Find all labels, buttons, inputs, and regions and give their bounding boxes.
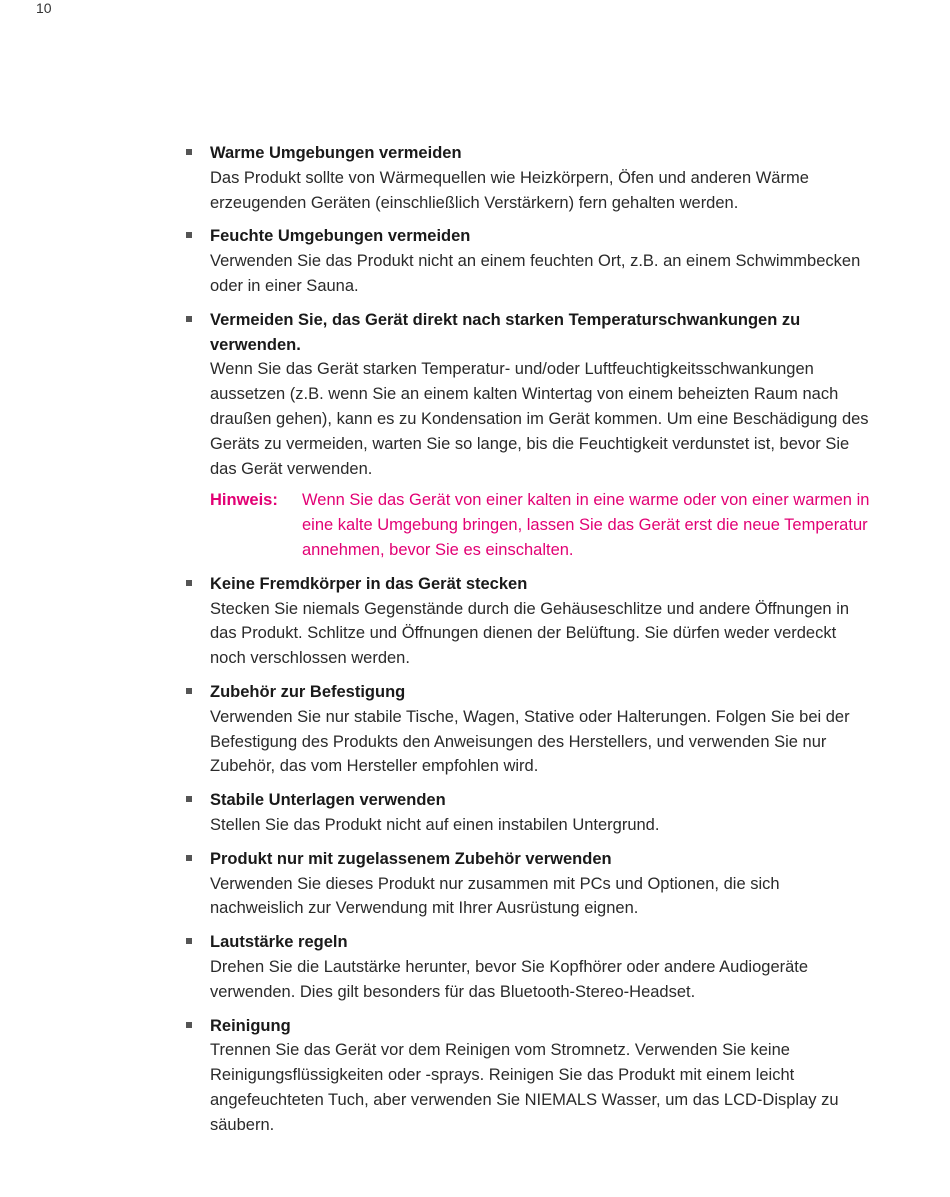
item-title: Stabile Unterlagen verwenden: [210, 791, 446, 810]
item-text: Drehen Sie die Lautstärke herunter, bevor Sie Kopfhörer oder andere Audiogeräte verwenden. Dies gilt besonders für das Bluetooth-Stereo-Headset.: [210, 957, 809, 1001]
list-item: [186, 308, 876, 563]
item-text: Trennen Sie das Gerät vor dem Reinigen vom Stromnetz. Verwenden Sie keine Reinigungsflüssigkeiten oder -sprays. Reinigen Sie das Produkt mit einem leicht angefeuchteten Tuch, aber verwenden Sie NIEMALS Wasser, um das LCD-Display zu säubern.: [210, 1041, 839, 1134]
item-text: Verwenden Sie nur stabile Tische, Wagen, Stative oder Halterungen. Folgen Sie bei der Befestigung des Produkts den Anweisungen des Herstellers, und verwenden Sie nur Zubehör, das vom Hersteller empfohlen wird.: [210, 707, 850, 776]
list-item: [186, 930, 876, 1004]
note-text: Wenn Sie das Gerät von einer kalten in eine warme oder von einer warmen in eine kalte Umgebung bringen, lassen Sie das Gerät erst die neue Temperatur annehmen, bevor Sie es einschalten.: [302, 491, 870, 559]
list-item: [186, 224, 876, 298]
safety-list: [186, 141, 876, 1146]
item-title: Reinigung: [210, 1016, 291, 1035]
item-text: Verwenden Sie dieses Produkt nur zusammen mit PCs und Optionen, die sich nachweislich zur Verwendung mit Ihrer Ausrüstung eignen.: [210, 874, 780, 918]
item-title: Keine Fremdkörper in das Gerät stecken: [210, 574, 528, 593]
list-item: [186, 847, 876, 921]
note-label: Hinweis:: [210, 491, 278, 510]
item-title: Zubehör zur Befestigung: [210, 682, 406, 701]
square-bullet-icon: [186, 938, 192, 944]
item-title: Produkt nur mit zugelassenem Zubehör verwenden: [210, 849, 612, 868]
list-item: [186, 1014, 876, 1138]
square-bullet-icon: [186, 232, 192, 238]
item-title: Vermeiden Sie, das Gerät direkt nach starken Temperaturschwankungen zu verwenden.: [210, 310, 801, 354]
square-bullet-icon: [186, 796, 192, 802]
item-title: Lautstärke regeln: [210, 933, 348, 952]
square-bullet-icon: [186, 688, 192, 694]
list-item: [186, 141, 876, 215]
page-number: 10: [36, 0, 52, 16]
item-text: Das Produkt sollte von Wärmequellen wie Heizkörpern, Öfen und anderen Wärme erzeugenden Geräten (einschließlich Verstärkern) fern gehalten werden.: [210, 168, 809, 212]
item-text: Wenn Sie das Gerät starken Temperatur- und/oder Luftfeuchtigkeitsschwankungen aussetzen (z.B. wenn Sie an einem kalten Wintertag von einem beheizten Raum nach draußen gehen), kann es zu Kondensation im Gerät kommen. Um eine Beschädigung des Geräts zu vermeiden, warten Sie so lange, bis die Feuchtigkeit verdunstet ist, bevor Sie das Gerät verwenden.: [210, 360, 869, 478]
item-title: Feuchte Umgebungen vermeiden: [210, 227, 471, 246]
square-bullet-icon: [186, 855, 192, 861]
note-box: [210, 488, 876, 562]
list-item: [186, 572, 876, 671]
list-item: [186, 680, 876, 779]
square-bullet-icon: [186, 149, 192, 155]
square-bullet-icon: [186, 580, 192, 586]
item-title: Warme Umgebungen vermeiden: [210, 144, 462, 162]
list-item: [186, 788, 876, 838]
item-text: Stellen Sie das Produkt nicht auf einen instabilen Untergrund.: [210, 815, 660, 834]
item-text: Stecken Sie niemals Gegenstände durch die Gehäuseschlitze und andere Öffnungen in das Produkt. Schlitze und Öffnungen dienen der Belüftung. Sie dürfen weder verdeckt noch verschlossen werden.: [210, 599, 850, 668]
item-text: Verwenden Sie das Produkt nicht an einem feuchten Ort, z.B. an einem Schwimmbecken oder in einer Sauna.: [210, 252, 861, 295]
square-bullet-icon: [186, 1022, 192, 1028]
square-bullet-icon: [186, 316, 192, 322]
